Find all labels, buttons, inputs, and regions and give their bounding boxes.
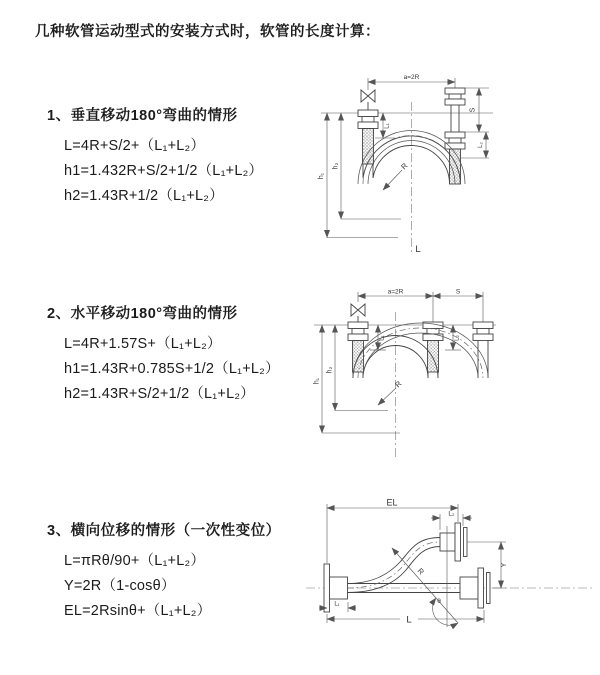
middle-fitting [423,322,443,372]
end2-label: L₂ [454,335,461,341]
angle-label: θ [437,598,441,605]
stroke-label: S [455,288,461,296]
diagram-lateral-displacement [300,496,600,668]
formula-L: L=4R+1.57S+（L₁+L₂） [64,336,222,352]
section-3-heading: 3、横向位移的情形（一次性变位） [47,523,281,539]
stroke-label: S [469,107,477,113]
dimension-length [327,610,484,626]
section-3-formulas [64,549,312,624]
end2-label: L₂ [448,510,455,518]
dimension-end1 [370,325,386,350]
right-flange-displaced [440,523,467,561]
formula-h2: h2=1.43R+S/2+1/2（L₁+L₂） [64,386,255,402]
hose-u-bend-phantom [353,323,488,378]
diagram-horizontal-180-bend [300,278,600,473]
section-2-formulas [64,332,312,407]
radius-label: R [399,161,410,172]
valve-icon [351,304,365,322]
section-vertical-movement [47,106,312,209]
section-2-heading: 2、水平移动180°弯曲的情形 [47,306,238,322]
end1-label: L₁ [384,123,391,129]
radius-label: R [415,566,427,577]
formula-EL: EL=2Rsinθ+（L₁+L₂） [64,603,212,619]
radius-label: R [393,379,404,390]
section-1-formulas [64,134,312,209]
valve-icon [361,90,375,110]
dimension-span [358,289,483,323]
section-horizontal-movement [47,304,312,407]
h2-label: h₂ [326,366,334,374]
length-label: L [406,614,412,626]
right-fitting-upper [445,88,465,132]
span-label: a=2R [387,288,404,296]
radius-leader [383,161,410,190]
dimension-stroke [433,289,483,297]
offset-label: Y [501,562,508,568]
right-flange-original [460,568,490,608]
left-fitting [358,110,378,164]
radius-leader [378,379,404,405]
formula-Y: Y=2R（1-cosθ） [64,578,176,594]
dimension-end2 [445,325,461,350]
formula-h1: h1=1.43R+0.785S+1/2（L₁+L₂） [64,361,280,377]
h2-label: h₂ [332,162,340,170]
formula-h1: h1=1.432R+S/2+1/2（L₁+L₂） [64,163,264,179]
formula-h2: h2=1.43R+1/2（L₁+L₂） [64,188,224,204]
formula-L: L=4R+S/2+（L₁+L₂） [64,138,206,154]
end1-label: L₁ [379,335,386,341]
span-label: EL [386,497,398,508]
hose-s-curve [348,538,441,593]
page-title: 几种软管运动型式的安装方式时，软管的长度计算： [35,24,380,40]
diagram-vertical-180-bend [303,66,593,261]
end1-label: L₁ [334,601,340,608]
dimension-span [368,74,455,90]
section-1-heading: 1、垂直移动180°弯曲的情形 [47,108,238,124]
section-lateral-displacement [47,521,312,624]
right-fitting-moved [473,322,493,378]
h1-label: h₁ [318,172,325,180]
h1-label: h₁ [313,377,321,385]
dimension-span [327,498,458,564]
length-label: L [415,244,421,255]
end2-label: L₂ [478,142,484,148]
span-label: a=2R [403,74,420,81]
formula-L: L=πRθ/90+（L₁+L₂） [64,553,206,569]
dimension-end2 [478,132,486,158]
